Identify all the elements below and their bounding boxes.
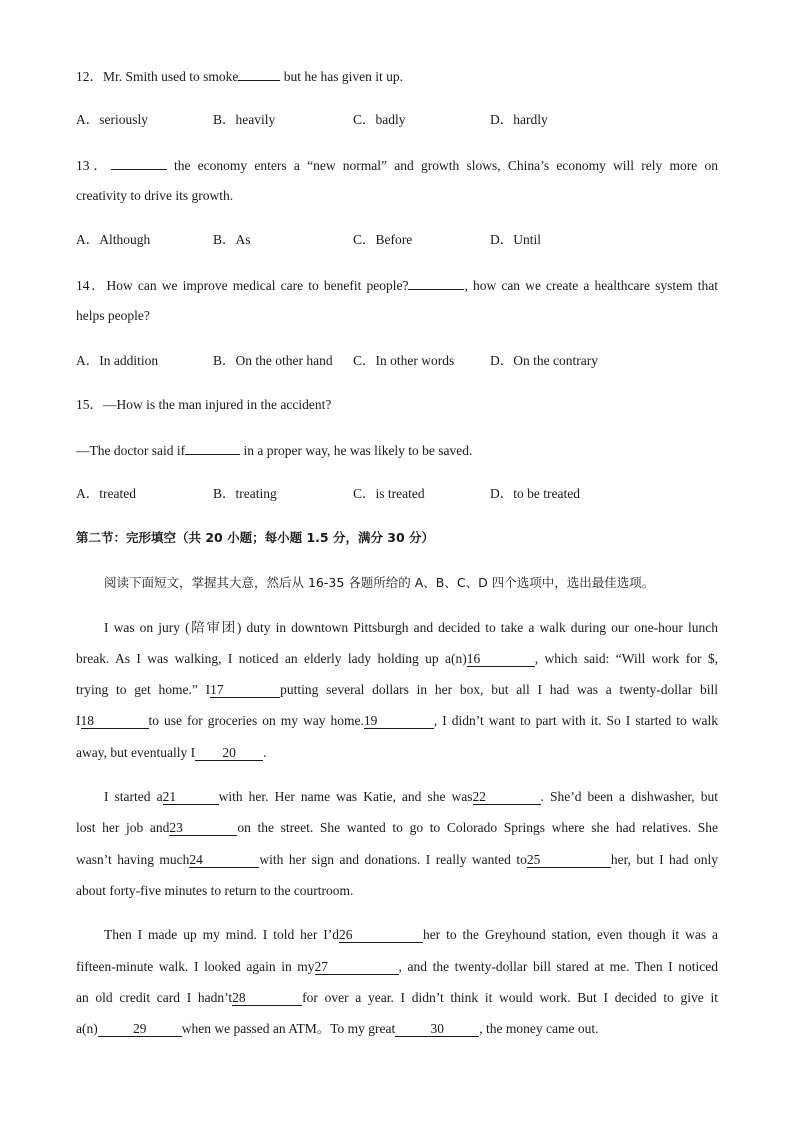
passage-text: when we passed an ATM。To my great	[181, 1021, 396, 1036]
passage-text: , and the twenty-dollar bill stared at me. Then I noticed	[398, 959, 718, 974]
question-15-option-d[interactable]: D．to be treated	[490, 486, 580, 501]
question-14-stem	[76, 276, 718, 295]
question-13-stem-cont: creativity to drive its growth.	[76, 188, 234, 203]
passage-p1-line-1: I was on jury (陪审团) duty in downtown Pittsburgh and decided to take a walk during our one-hour lunch	[104, 620, 718, 635]
question-12-option-b[interactable]: B．heavily	[213, 112, 276, 127]
passage-text: fifteen-minute walk. I looked again in my	[76, 959, 315, 974]
cloze-blank-28[interactable]: 28	[232, 990, 302, 1006]
cloze-blank-20[interactable]: 20	[195, 745, 263, 761]
passage-text: for over a year. I didn’t think it would work. But I decided to give it	[302, 990, 718, 1005]
passage-p2-line-1	[104, 788, 718, 806]
answer-blank[interactable]	[111, 156, 167, 170]
answer-blank[interactable]	[238, 67, 280, 81]
passage-text: , I didn’t want to part with it. So I started to walk	[433, 713, 718, 728]
cloze-blank-24[interactable]: 24	[189, 852, 259, 868]
passage-text: to use for groceries on my way home.	[148, 713, 364, 728]
passage-p1-line-3	[76, 681, 718, 699]
passage-text: , which said: “Will work for $,	[534, 651, 719, 666]
passage-text: I	[76, 713, 81, 728]
passage-text: I started a	[104, 789, 163, 804]
cloze-blank-22[interactable]: 22	[473, 789, 541, 805]
passage-p1-line-2	[76, 650, 718, 668]
passage-text: her to the Greyhound station, even though it was a	[423, 927, 718, 942]
cloze-blank-26[interactable]: 26	[339, 927, 423, 943]
passage-p3-line-4	[76, 1020, 718, 1038]
question-15-option-a[interactable]: A．treated	[76, 486, 136, 501]
passage-p2-line-3	[76, 851, 718, 869]
passage-text: . She’d been a dishwasher, but	[540, 789, 718, 804]
cloze-blank-29[interactable]: 29	[98, 1021, 182, 1037]
question-15-text-c: in a proper way, he was likely to be saved.	[240, 443, 473, 458]
question-15-text-b: —The doctor said if	[76, 443, 186, 458]
cloze-blank-23[interactable]: 23	[169, 820, 237, 836]
question-12-text-b: but he has given it up.	[280, 69, 403, 84]
question-14-option-c[interactable]: C．In other words	[353, 353, 455, 368]
cloze-blank-17[interactable]: 17	[210, 682, 280, 698]
passage-text: trying to get home.” I	[76, 682, 211, 697]
answer-blank[interactable]	[408, 276, 464, 290]
passage-text: with her sign and donations. I really wanted to	[259, 852, 527, 867]
question-14-option-b[interactable]: B．On the other hand	[213, 353, 333, 368]
section-instruction: 阅读下面短文，掌握其大意，然后从 16-35 各题所给的 A、B、C、D 四个选项中，选出最佳选项。	[104, 575, 655, 590]
question-12-text-a: 12．Mr. Smith used to smoke	[76, 69, 239, 84]
passage-p1-line-4	[76, 712, 718, 730]
question-14-option-a[interactable]: A．In addition	[76, 353, 159, 368]
question-14-option-d[interactable]: D．On the contrary	[490, 353, 598, 368]
cloze-blank-27[interactable]: 27	[315, 959, 399, 975]
passage-p3-line-1	[104, 926, 718, 944]
passage-text: on the street. She wanted to go to Colorado Springs where she had relatives. She	[237, 820, 718, 835]
question-15-option-c[interactable]: C．is treated	[353, 486, 425, 501]
passage-text: break. As I was walking, I noticed an elderly lady holding up a(n)	[76, 651, 467, 666]
passage-p3-line-3	[76, 989, 718, 1007]
passage-text: .	[263, 745, 267, 760]
passage-text: putting several dollars in her box, but all I had was a twenty-dollar bill	[280, 682, 718, 697]
question-14-text-b: , how can we create a healthcare system that	[464, 278, 718, 293]
question-13-option-c[interactable]: C．Before	[353, 232, 413, 247]
question-14-stem-cont: helps people?	[76, 308, 150, 323]
question-12-option-a[interactable]: A．seriously	[76, 112, 148, 127]
question-15-option-b[interactable]: B．treating	[213, 486, 277, 501]
question-15-stem: 15．—How is the man injured in the accident?	[76, 397, 332, 412]
question-14-text-a: 14．How can we improve medical care to benefit people?	[76, 278, 409, 293]
section-heading: 第二节：完形填空（共 20 小题；每小题 1.5 分，满分 30 分）	[76, 530, 435, 545]
cloze-blank-18[interactable]: 18	[81, 713, 149, 729]
passage-p3-line-2	[76, 958, 718, 976]
question-13-option-b[interactable]: B．As	[213, 232, 251, 247]
passage-text: lost her job and	[76, 820, 170, 835]
passage-text: Then I made up my mind. I told her I’d	[104, 927, 339, 942]
passage-text: away, but eventually I	[76, 745, 196, 760]
passage-text: , the money came out.	[479, 1021, 599, 1036]
question-13-text-a: 13．	[76, 158, 111, 173]
passage-text: her, but I had only	[610, 852, 719, 867]
passage-text: with her. Her name was Katie, and she was	[218, 789, 473, 804]
answer-blank[interactable]	[185, 441, 240, 455]
passage-text: an old credit card I hadn’t	[76, 990, 233, 1005]
passage-p1-line-5	[76, 744, 718, 762]
cloze-blank-19[interactable]: 19	[364, 713, 434, 729]
passage-text: wasn’t having much	[76, 852, 190, 867]
cloze-blank-30[interactable]: 30	[395, 1021, 479, 1037]
passage-p2-line-4: about forty-five minutes to return to the courtroom.	[76, 883, 354, 898]
question-13-stem	[76, 156, 718, 175]
question-12-option-c[interactable]: C．badly	[353, 112, 406, 127]
cloze-blank-25[interactable]: 25	[527, 852, 611, 868]
question-13-option-d[interactable]: D．Until	[490, 232, 542, 247]
question-12-option-d[interactable]: D．hardly	[490, 112, 548, 127]
question-12-stem	[76, 67, 718, 86]
question-13-option-a[interactable]: A．Although	[76, 232, 151, 247]
passage-p2-line-2	[76, 819, 718, 837]
question-13-text-b: the economy enters a “new normal” and growth slows, China’s economy will rely more on	[166, 158, 718, 173]
passage-text: a(n)	[76, 1021, 98, 1036]
question-15-reply	[76, 441, 718, 460]
cloze-blank-21[interactable]: 21	[163, 789, 219, 805]
cloze-blank-16[interactable]: 16	[467, 651, 535, 667]
